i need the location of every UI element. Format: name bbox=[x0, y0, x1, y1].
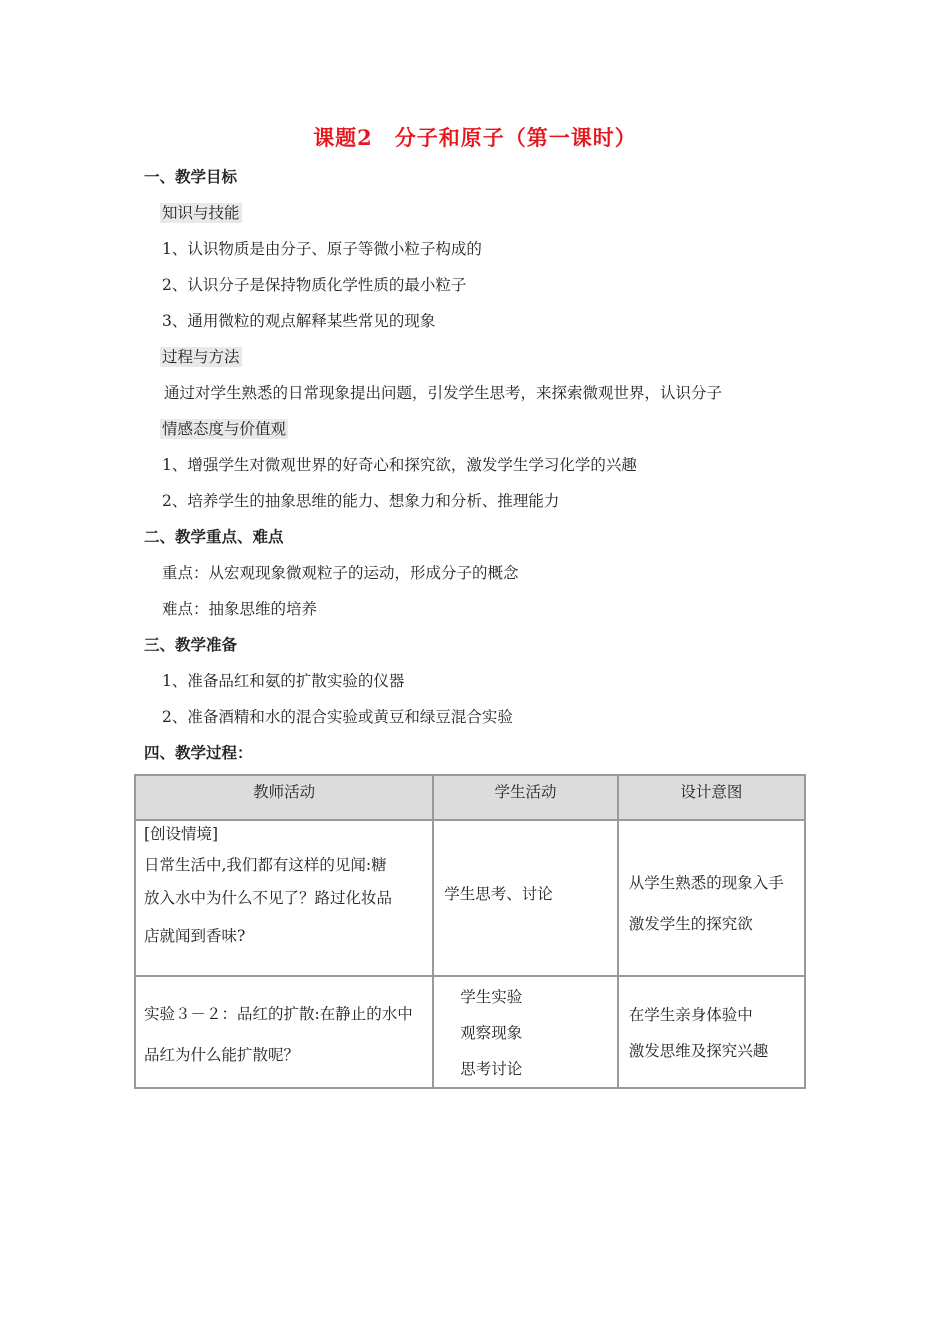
teaching-process-table bbox=[134, 774, 806, 1089]
attitude-item: 2、培养学生的抽象思维的能力、想象力和分析、推理能力 bbox=[162, 492, 560, 510]
preparation-item: 1、准备品红和氨的扩散实验的仪器 bbox=[162, 672, 405, 690]
intent-line: 激发思维及探究兴趣 bbox=[628, 1042, 769, 1060]
section-heading-key-points: 二、教学重点、难点 bbox=[144, 527, 284, 546]
difficult-point: 难点：抽象思维的培养 bbox=[162, 600, 318, 618]
design-intent-text bbox=[619, 821, 804, 945]
knowledge-item: 3、通用微粒的观点解释某些常见的现象 bbox=[162, 312, 436, 330]
scenario-text bbox=[136, 845, 432, 955]
teacher-activity-cell bbox=[136, 821, 434, 977]
attitude-item: 1、增强学生对微观世界的好奇心和探究欲，激发学生学习化学的兴趣 bbox=[162, 456, 637, 474]
design-intent-text bbox=[619, 977, 804, 1069]
experiment-line: 品红为什么能扩散呢？ bbox=[144, 1046, 300, 1064]
table-row bbox=[136, 821, 804, 977]
section-heading-preparation: 三、教学准备 bbox=[144, 635, 238, 654]
subheading-process: 过程与方法 bbox=[162, 348, 240, 366]
intent-line: 激发学生的探究欲 bbox=[628, 915, 753, 933]
knowledge-item: 2、认识分子是保持物质化学性质的最小粒子 bbox=[162, 276, 467, 294]
experiment-text bbox=[136, 977, 432, 1076]
subheading-knowledge: 知识与技能 bbox=[162, 204, 240, 222]
student-activity-cell bbox=[434, 821, 618, 977]
subheading-attitude: 情感态度与价值观 bbox=[162, 420, 287, 438]
process-text: 通过对学生熟悉的日常现象提出问题，引发学生思考，来探索微观世界，认识分子 bbox=[164, 384, 723, 402]
scenario-line: 店就闻到香味? bbox=[144, 927, 246, 945]
intent-line: 从学生熟悉的现象入手 bbox=[628, 874, 784, 892]
intent-line: 在学生亲身体验中 bbox=[628, 1006, 753, 1024]
student-line: 观察现象 bbox=[460, 1024, 523, 1042]
knowledge-item: 1、认识物质是由分子、原子等微小粒子构成的 bbox=[162, 240, 482, 258]
header-teacher-activity: 教师活动 bbox=[136, 776, 434, 821]
student-activity-text: 学生思考、讨论 bbox=[444, 885, 553, 903]
experiment-line: 实验３－２：品红的扩散:在静止的水中 bbox=[144, 1005, 413, 1023]
scenario-label: [创设情境] bbox=[144, 825, 219, 843]
section-heading-process: 四、教学过程： bbox=[144, 743, 253, 762]
document-title: 课题2 分子和原子（第一课时） bbox=[313, 125, 637, 150]
header-student-activity: 学生活动 bbox=[434, 776, 618, 821]
student-line: 思考讨论 bbox=[460, 1060, 523, 1078]
student-line: 学生实验 bbox=[460, 988, 523, 1006]
scenario-line: 放入水中为什么不见了？路过化妆品 bbox=[144, 889, 393, 907]
scenario-line: 日常生活中,我们都有这样的见闻:糖 bbox=[144, 856, 387, 874]
preparation-item: 2、准备酒精和水的混合实验或黄豆和绿豆混合实验 bbox=[162, 708, 513, 726]
design-intent-cell bbox=[619, 977, 804, 1087]
header-design-intent: 设计意图 bbox=[619, 776, 804, 821]
teacher-activity-cell bbox=[136, 977, 434, 1087]
student-activity-cell bbox=[434, 977, 618, 1087]
student-activity-text bbox=[434, 977, 616, 1087]
design-intent-cell bbox=[619, 821, 804, 977]
table-row bbox=[136, 977, 804, 1087]
table-header-row bbox=[136, 776, 804, 821]
key-point: 重点：从宏观现象微观粒子的运动，形成分子的概念 bbox=[162, 564, 519, 582]
section-heading-goals: 一、教学目标 bbox=[144, 167, 238, 186]
